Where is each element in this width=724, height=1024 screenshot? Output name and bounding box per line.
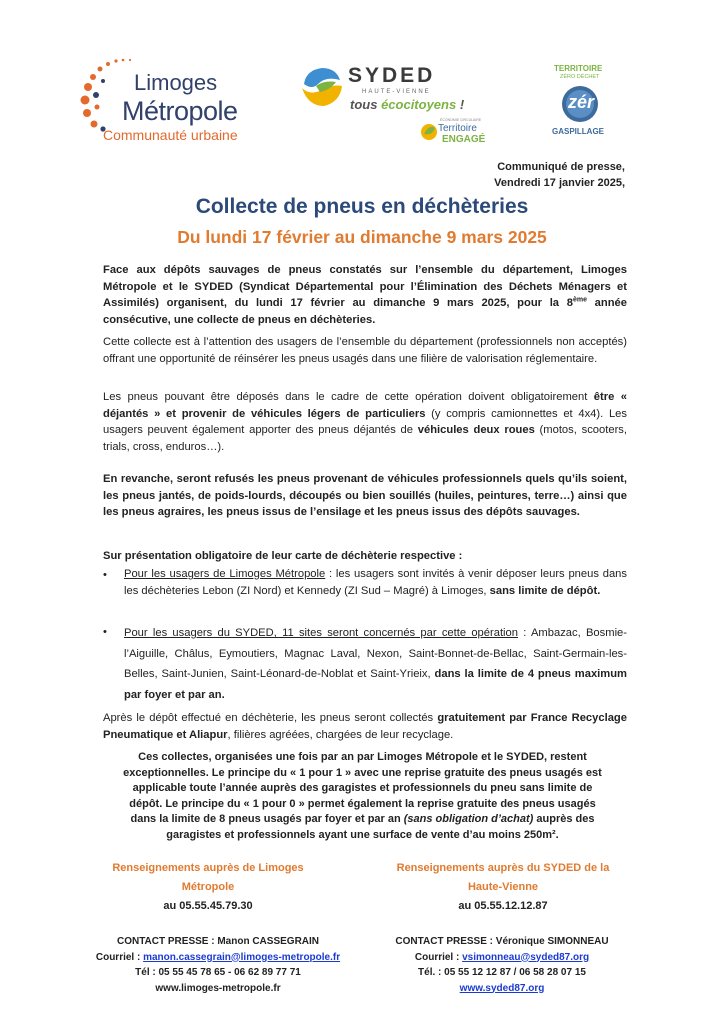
zero-dechet-text: ZÉRO DÉCHET: [560, 74, 600, 80]
zero-word-text: zér: [568, 92, 595, 112]
territoire-small-text: ÉCONOMIE CIRCULAIRE: [440, 118, 482, 122]
press-release-date: Vendredi 17 janvier 2025,: [494, 177, 625, 189]
info-limoges-label-2: Métropole: [181, 881, 235, 893]
syded-name-text: SYDED: [348, 64, 436, 87]
press-contact-limoges: [83, 934, 353, 996]
info-syded-phone: au 05.55.12.12.87: [458, 900, 548, 912]
bullet-icon: •: [103, 626, 107, 638]
zero-territoire-text: TERRITOIRE: [554, 64, 603, 73]
principle-paragraph: Ces collectes, organisées une fois par an par Limoges Métropole et le SYDED, restent exceptionnelles. Le principe du « 1 pour 1 » avec une reprise gratuite des pneus usagés est applicable toute l’année auprès des garagistes et professionnels du pneu sans limite de dépôt. Le principe du « 1 pour 0 » permet également la reprise gratuite des pneus usagés dans la limite de 8 pneus usagés par foyer et par an (sans obligation d’achat) auprès des garagistes et professionnels ayant une surface de vente d’au moins 250m².: [123, 751, 602, 841]
syded-region-text: HAUTE-VIENNE: [362, 89, 431, 95]
limoges-metropole-logo: [78, 55, 253, 145]
logo-metropole-text: Métropole: [122, 96, 238, 126]
contact-website: www.limoges-metropole.fr: [155, 982, 281, 994]
page-title: Collecte de pneus en déchèteries: [195, 195, 529, 218]
engage-text: ENGAGÉ: [442, 134, 486, 145]
contact-name: CONTACT PRESSE : Véronique SIMONNEAU: [395, 936, 609, 947]
intro-paragraph: Face aux dépôts sauvages de pneus constatés sur l’ensemble du département, Limoges Métropole et le SYDED (Syndicat Départemental pour l’Élimination des Déchets Ménagers et Assimilés) organisent, du lundi 17 février au dimanche 9 mars 2025, pour la 8ème année consécutive, une collecte de pneus en déchèteries.: [103, 264, 627, 326]
contact-email-row: Courriel : manon.cassegrain@limoges-metropole.fr: [95, 951, 341, 963]
syded-logo: [292, 60, 486, 155]
logo-limoges-text: Limoges: [134, 70, 218, 95]
list-item-text: Pour les usagers du SYDED, 11 sites seront concernés par cette opération : Ambazac, Bosmie-l’Aiguille, Châlus, Eymoutiers, Magnac Laval, Nexon, Saint-Bonnet-de-Bellac, Saint-Germain-les-Belles, Saint-Junien, Saint-Léonard-de-Noblat et Saint-Yrieix, dans la limite de 4 pneus maximum par foyer et par an.: [124, 627, 627, 701]
info-syded: [388, 859, 618, 916]
info-syded-label-2: Haute-Vienne: [467, 881, 539, 893]
syded-emblem-icon: [296, 62, 346, 112]
audience-paragraph: Cette collecte est à l’attention des usagers de l’ensemble du département (professionnels non acceptés) offrant une opportunité de réinsérer les pneus usagés dans une filière de valorisation réglementaire.: [103, 336, 627, 365]
contact-phone: Tél. : 05 55 12 12 87 / 06 58 28 07 15: [418, 967, 586, 978]
logo-communaute-text: Communauté urbaine: [103, 127, 238, 143]
press-release-label: Communiqué de presse,: [497, 161, 625, 173]
zero-gaspillage-text: GASPILLAGE: [552, 127, 605, 136]
contact-name: CONTACT PRESSE : Manon CASSEGRAIN: [116, 936, 320, 947]
contact-email-link[interactable]: manon.cassegrain@limoges-metropole.fr: [143, 951, 341, 963]
info-limoges: [93, 859, 323, 916]
list-item-text: Pour les usagers de Limoges Métropole : les usagers sont invités à venir déposer leurs pneus dans les déchèteries Lebon (ZI Nord) et Kennedy (ZI Sud – Magré) à Limoges, sans limite de dépôt.: [124, 568, 627, 597]
info-limoges-label: Renseignements auprès de Limoges: [112, 862, 304, 874]
territoire-text: Territoire: [438, 123, 477, 134]
bullet-icon: •: [103, 569, 107, 581]
info-limoges-phone: au 05.55.45.79.30: [163, 900, 253, 912]
collection-paragraph: Après le dépôt effectué en déchèterie, les pneus seront collectés gratuitement par France Recyclage Pneumatique et Aliapur, filières agréées, chargées de leur recyclage.: [103, 712, 627, 741]
territoire-engage-badge: [420, 118, 486, 150]
accepted-tires-paragraph: Les pneus pouvant être déposés dans le cadre de cette opération doivent obligatoirement être « déjantés » et provenir de véhicules légers de particuliers (y compris camionnettes et 4x4). Les usagers peuvent également apporter des pneus déjantés de véhicules deux roues (motos, scooters, trials, cross, enduros…).: [103, 391, 628, 453]
contact-email-link[interactable]: vsimonneau@syded87.org: [462, 951, 590, 963]
refused-tires-paragraph: En revanche, seront refusés les pneus provenant de véhicules professionnels quels qu’ils soient, les pneus jantés, de poids-lourds, découpés ou bien souillés (huiles, peintures, terre…) ainsi que les pneus agraires, les pneus issus de l’ensilage et les pneus issus des dépôts sauvages.: [103, 473, 627, 518]
territoire-leaf-icon: [420, 120, 438, 144]
contact-website-link[interactable]: www.syded87.org: [459, 982, 545, 994]
syded-tagline: tous écocitoyens !: [350, 97, 465, 112]
card-requirement-heading: Sur présentation obligatoire de leur carte de déchèterie respective :: [103, 550, 463, 562]
contact-phone: Tél : 05 55 45 78 65 - 06 62 89 77 71: [135, 967, 301, 978]
info-syded-label: Renseignements auprès du SYDED de la: [396, 862, 610, 874]
contact-email-row: Courriel : vsimonneau@syded87.org: [414, 951, 590, 963]
zero-dechet-logo: [548, 62, 612, 140]
press-contact-syded: [367, 934, 637, 996]
page-subtitle: Du lundi 17 février au dimanche 9 mars 2025: [177, 227, 547, 247]
